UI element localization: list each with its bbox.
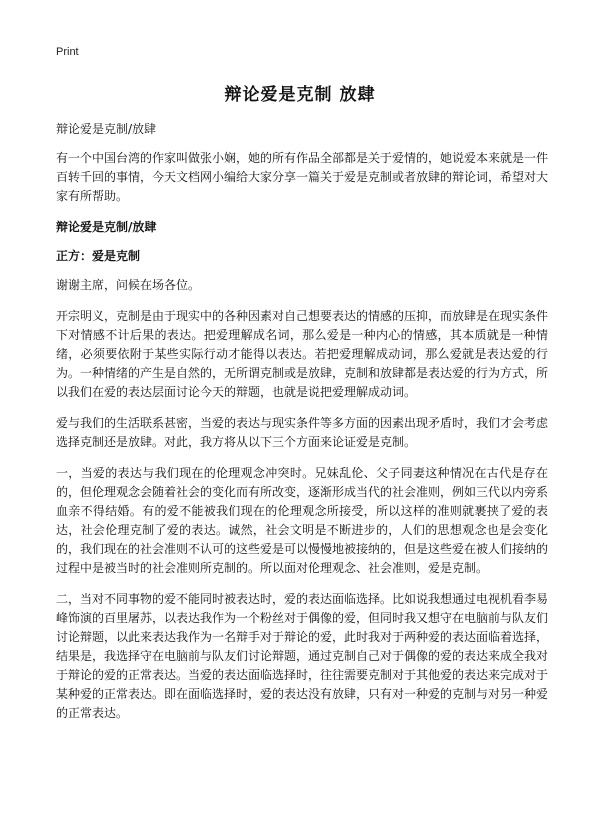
paragraph-greeting: 谢谢主席，问候在场各位。 bbox=[56, 278, 201, 292]
intro-paragraph: 有一个中国台湾的作家叫做张小娴，她的所有作品全部都是关于爱情的，她说爱本来就是一件百转千回的事情，今天文档网小编给大家分享一篇关于爱是克制或者放肆的辩论词，希望对大家有所帮助。 bbox=[56, 151, 549, 203]
paragraph-definition: 开宗明义，克制是由于现实中的各种因素对自己想要表达的情感的压抑，而放肆是在现实条件下对情感不计后果的表达。把爱理解成名词，那么爱是一种内心的情感，其本质就是一种情绪，必须要依附于某些实际行动才能得以表达。若把爱理解成动词，那么爱就是表达爱的行为。一种情绪的产生是自然的，无所谓克制或是放肆，克制和放肆都是表达爱的行为方式，所以我们在爱的表达层面讨论今天的辩题，也就是说把爱理解成动词。 bbox=[56, 309, 549, 399]
paragraph-point-one: 一，当爱的表达与我们现在的伦理观念冲突时。兄妹乱伦、父子同妻这种情况在古代是存在的，但伦理观念会随着社会的变化而有所改变，逐渐形成当代的社会准则，例如三代以内旁系血亲不得结婚。有的爱不能被我们现在的伦理观念所接受，所以这样的准则就裹挟了爱的表达，社会伦理克制了爱的表达。诚然，社会文明是不断进步的，人们的思想观念也是会变化的，我们现在的社会准则不认可的这些爱是可以慢慢地被接纳的，但是这些爱在被人们接纳的过程中是被当时的社会准则所克制的。所以面对伦理观念、社会准则，爱是克制。 bbox=[56, 466, 549, 575]
paragraph-overview: 爱与我们的生活联系甚密，当爱的表达与现实条件等多方面的因素出现矛盾时，我们才会考虑选择克制还是放肆。对此，我方将从以下三个方面来论证爱是克制。 bbox=[56, 416, 549, 449]
print-label: Print bbox=[56, 46, 79, 58]
document-body bbox=[56, 120, 548, 735]
paragraph-point-two: 二，当对不同事物的爱不能同时被表达时，爱的表达面临选择。比如说我想通过电视机看李易峰饰演的百里屠苏，以表达我作为一个粉丝对于偶像的爱，但同时我又想守在电脑前与队友们讨论辩题，以此来表达我作为一名辩手对于辩论的爱，此时我对于两种爱的表达面临着选择，结果是，我选择守在电脑前与队友们讨论辩题，通过克制自己对于偶像的爱的表达来成全我对于辩论的爱的正常表达。当爱的表达面临选择时，往往需要克制对于其他爱的表达来完成对于某种爱的正常表达。即在面临选择时，爱的表达没有放肆，只有对一种爱的克制与对另一种爱的正常表达。 bbox=[56, 592, 549, 720]
section-heading: 辩论爱是克制/放肆 bbox=[56, 220, 157, 234]
side-heading: 正方：爱是克制 bbox=[56, 249, 141, 263]
page-title: 辩论爱是克制 放肆 bbox=[224, 85, 376, 105]
subtitle: 辩论爱是克制/放肆 bbox=[56, 122, 157, 136]
